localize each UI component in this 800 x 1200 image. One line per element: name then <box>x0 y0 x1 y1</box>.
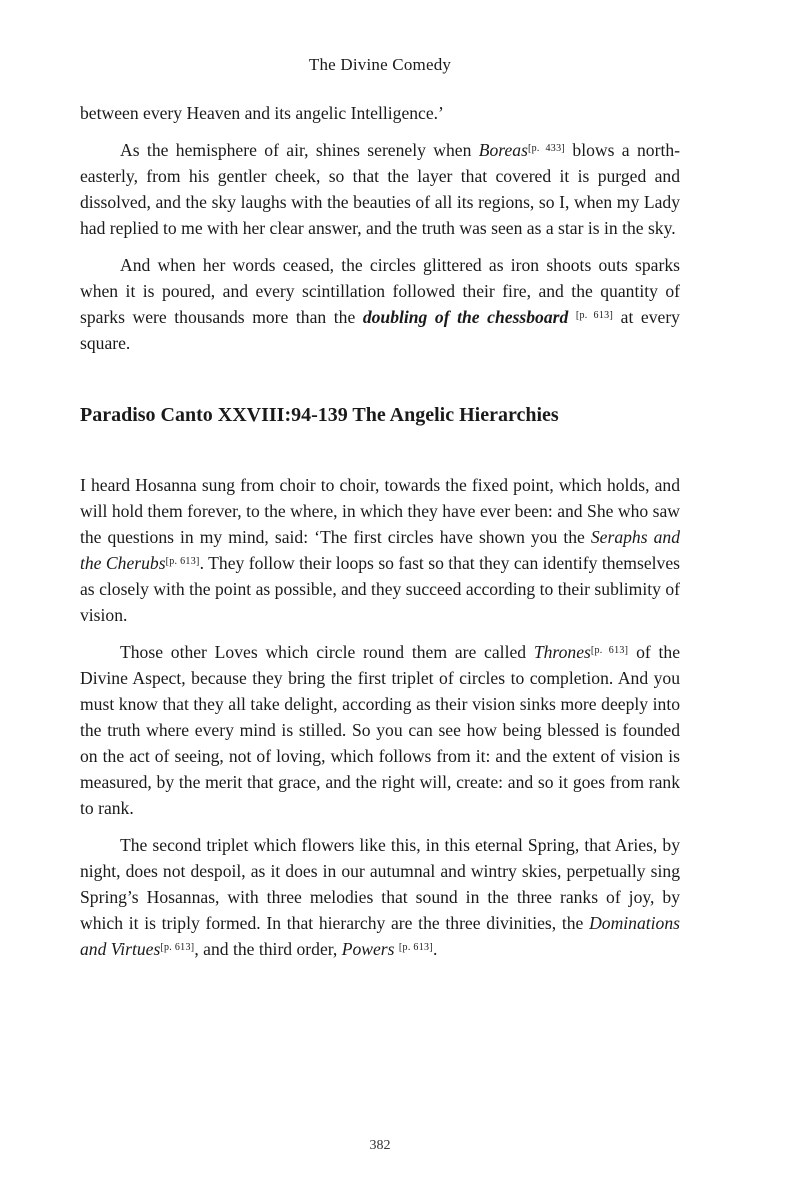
italic-term-dominations: Dominations and Virtues <box>80 913 680 959</box>
body-text <box>80 100 680 973</box>
paragraph-2 <box>80 137 680 241</box>
paragraph-text: at every square. <box>80 307 680 353</box>
page-number: 382 <box>369 1138 391 1153</box>
section-heading: Paradiso Canto XXVIII:94-139 The Angelic Hierarchies <box>80 404 559 426</box>
paragraph-text: Those other Loves which circle round them are called <box>120 642 534 662</box>
paragraph-text: As the hemisphere of air, shines serenely when <box>120 140 479 160</box>
page-reference[interactable]: [p. 613] <box>590 645 629 656</box>
page-reference[interactable]: [p. 613] <box>575 310 614 321</box>
paragraph-text: The second triplet which flowers like this, in this eternal Spring, that Aries, by night, does not despoil, as it does in our autumnal and wintry skies, perpetually sing Spring’s Hosannas, with three melodies that sound in the three ranks of joy, by which it is triply formed. In that hierarchy are the three divinities, the <box>80 835 680 933</box>
italic-term-boreas: Boreas <box>478 140 528 160</box>
paragraph-text: And when her words ceased, the circles glittered as iron shoots outs sparks when it is poured, and every scintillation followed their fire, and the quantity of sparks were thousands more than the <box>80 255 680 327</box>
paragraph-text: between every Heaven and its angelic Intelligence.’ <box>80 103 444 123</box>
page-reference[interactable]: [p. 613] <box>160 942 195 953</box>
paragraph-6 <box>80 832 680 962</box>
paragraph-3 <box>80 252 680 356</box>
paragraph-text: blows a north-easterly, from his gentler cheek, so that the layer that covered it is purged and dissolved, and the sky laughs with the beauties of all its regions, so I, when my Lady had replied to me with her clear answer, and the truth was seen as a star is in the sky. <box>80 140 680 238</box>
page-reference[interactable]: [p. 613] <box>165 556 200 567</box>
running-head: The Divine Comedy <box>308 55 452 74</box>
italic-term-powers: Powers <box>341 939 395 959</box>
italic-term-seraphs: Seraphs and the Cherubs <box>80 527 680 573</box>
paragraph-text: of the Divine Aspect, because they bring the first triplet of circles to completion. And you must know that they all take delight, according as their vision sinks more deeply into the truth where every mind is stilled. So you can see how being blessed is founded on the act of seeing, not of loving, which follows from it: and the extent of vision is measured, by the merit that grace, and the right will, create: and so it goes from rank to rank. <box>80 642 681 818</box>
italic-term-chessboard: doubling of the chessboard <box>362 307 569 327</box>
paragraph-1 <box>80 100 680 126</box>
paragraph-text: . They follow their loops so fast so that they can identify themselves as closely with the point as possible, and they succeed according to their sublimity of vision. <box>80 553 680 625</box>
page-reference[interactable]: [p. 433] <box>527 143 566 154</box>
paragraph-text: I heard Hosanna sung from choir to choir, towards the fixed point, which holds, and will hold them forever, to the where, in which they have ever been: and She who saw the questions in my mind, said: ‘The first circles have shown you the <box>80 475 680 547</box>
italic-term-thrones: Thrones <box>533 642 591 662</box>
paragraph-text: , and the third order, <box>194 939 342 959</box>
book-page <box>80 0 680 1200</box>
paragraph-5 <box>80 639 680 821</box>
page-reference[interactable]: [p. 613] <box>398 942 433 953</box>
paragraph-4 <box>80 472 680 628</box>
paragraph-text: . <box>432 939 438 959</box>
